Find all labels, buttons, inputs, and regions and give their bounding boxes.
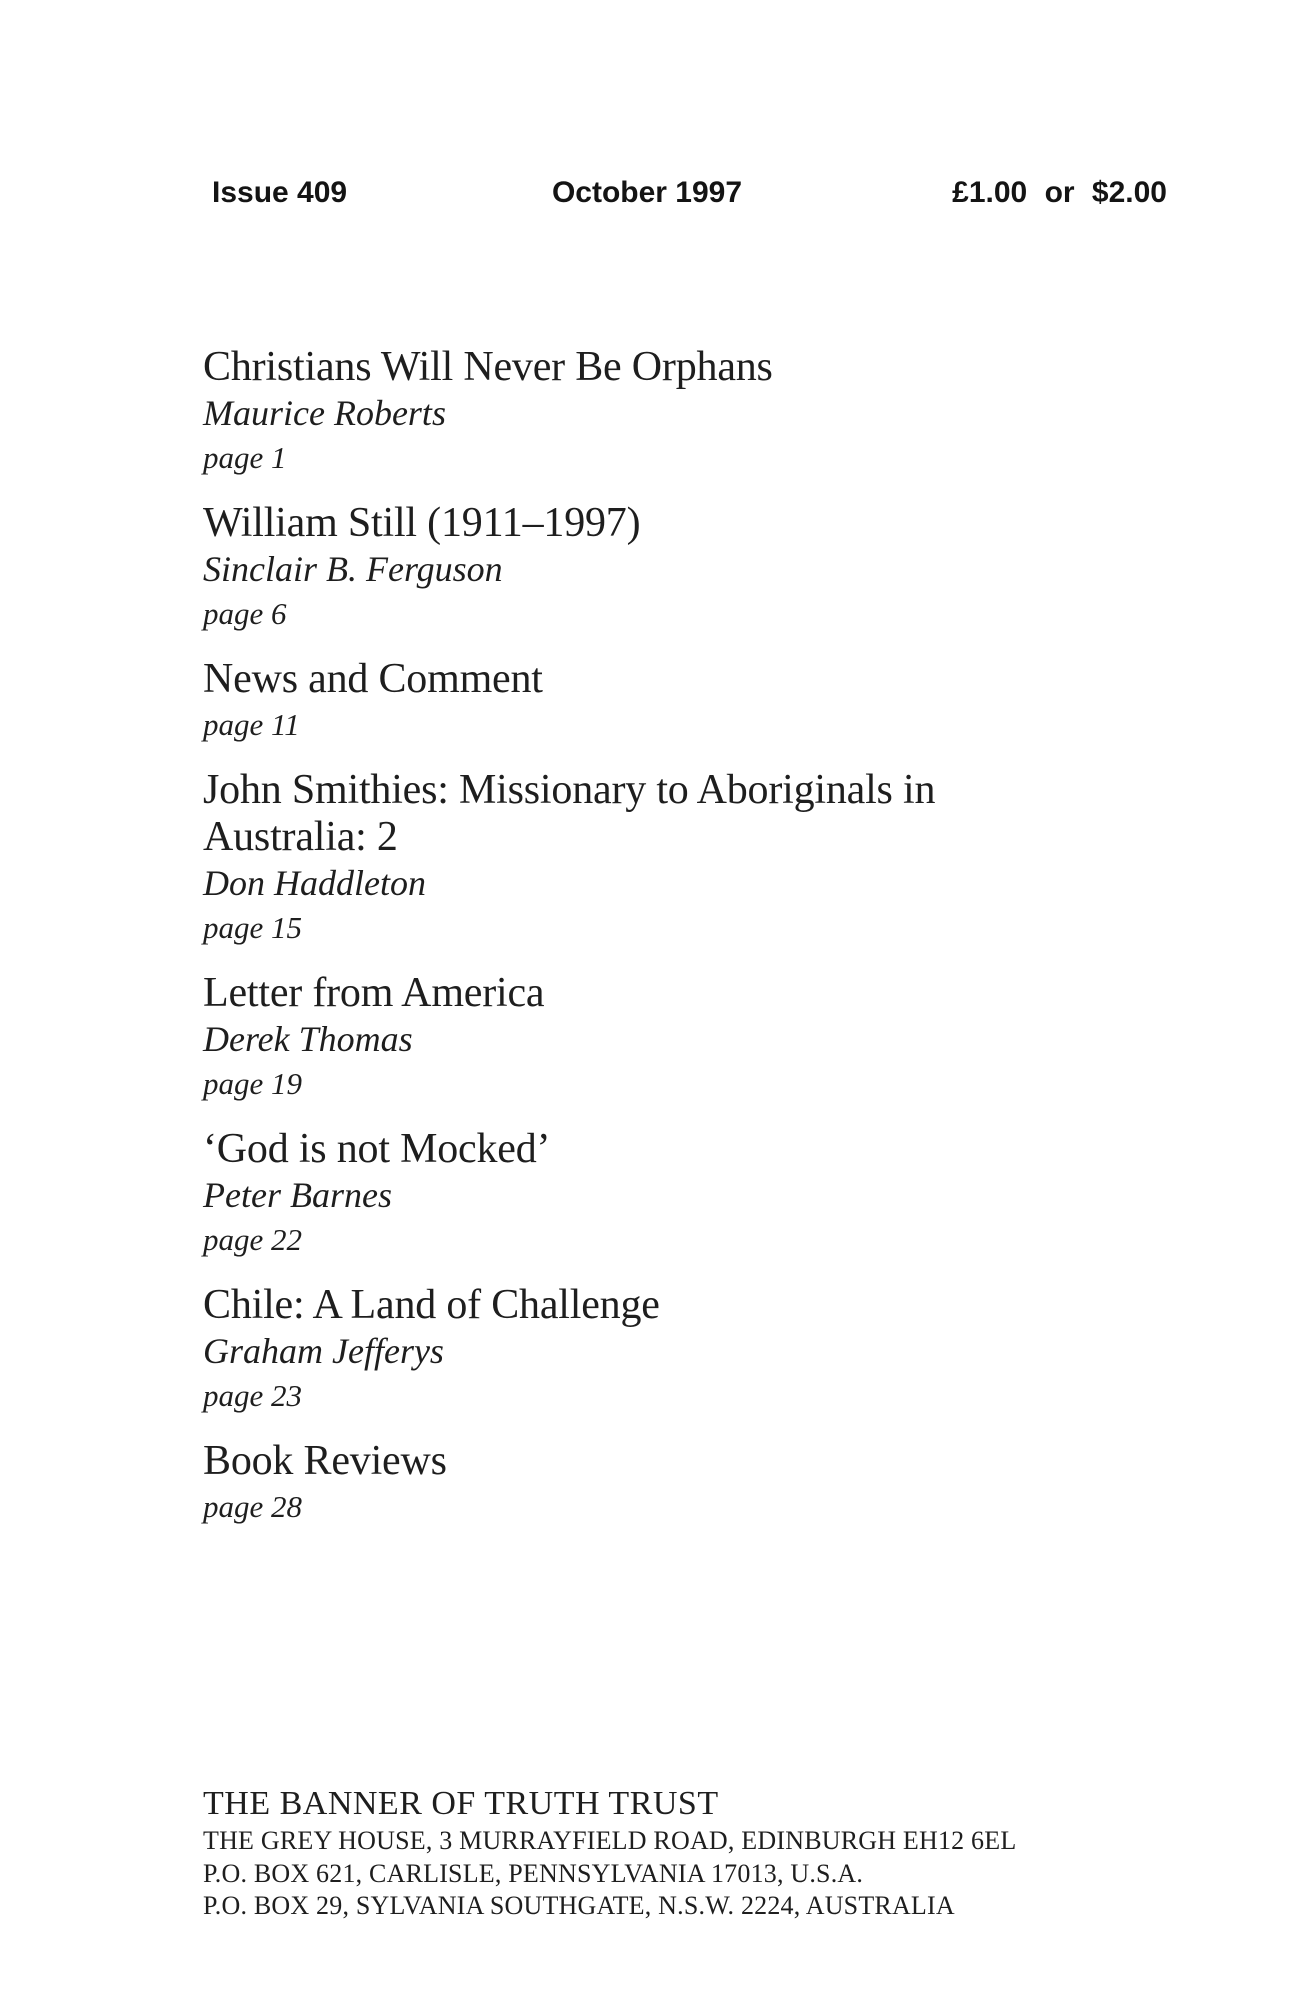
- article-title: Chile: A Land of Challenge: [203, 1282, 660, 1328]
- article-title: Book Reviews: [203, 1438, 447, 1484]
- article-author: Graham Jefferys: [203, 1331, 444, 1371]
- toc-entry: [203, 344, 1048, 480]
- article-page-number: page 28: [203, 1489, 303, 1524]
- publisher-addresses: [203, 1825, 1203, 1923]
- issue-date: October 1997: [551, 176, 743, 209]
- article-title: Letter from America: [203, 970, 545, 1016]
- toc-entry: [203, 1126, 1048, 1262]
- publisher-address-line: THE GREY HOUSE, 3 MURRAYFIELD ROAD, EDINBURGH EH12 6EL: [203, 1826, 1017, 1855]
- article-title: William Still (1911–1997): [203, 500, 641, 546]
- issue-number: Issue 409: [212, 176, 348, 209]
- toc-entry: [203, 500, 1048, 636]
- publisher-address-line: P.O. BOX 29, SYLVANIA SOUTHGATE, N.S.W. 2224, AUSTRALIA: [203, 1891, 955, 1920]
- article-page-number: page 11: [203, 707, 300, 742]
- article-page-number: page 22: [203, 1222, 303, 1257]
- toc-entry: [203, 767, 1048, 950]
- article-page-number: page 15: [203, 910, 303, 945]
- article-title: John Smithies: Missionary to Aboriginals in Australia: 2: [203, 767, 936, 860]
- article-author: Peter Barnes: [203, 1175, 392, 1215]
- article-title: ‘God is not Mocked’: [203, 1126, 551, 1172]
- masthead: [0, 177, 1294, 213]
- publisher-block: [203, 1783, 1203, 1923]
- toc-entry: [203, 656, 1048, 747]
- article-title: Christians Will Never Be Orphans: [203, 344, 773, 390]
- article-author: Derek Thomas: [203, 1019, 413, 1059]
- article-page-number: page 6: [203, 596, 287, 631]
- toc-entry: [203, 970, 1048, 1106]
- publisher-name: THE BANNER OF TRUTH TRUST: [203, 1785, 719, 1822]
- article-author: Sinclair B. Ferguson: [203, 549, 503, 589]
- article-page-number: page 23: [203, 1378, 303, 1413]
- table-of-contents: [203, 344, 1048, 1549]
- article-author: Don Haddleton: [203, 863, 426, 903]
- article-title: News and Comment: [203, 656, 543, 702]
- issue-price: £1.00 or $2.00: [952, 176, 1167, 209]
- article-author: Maurice Roberts: [203, 393, 446, 433]
- article-page-number: page 19: [203, 1066, 303, 1101]
- publisher-address-line: P.O. BOX 621, CARLISLE, PENNSYLVANIA 17013, U.S.A.: [203, 1858, 864, 1888]
- toc-entry: [203, 1438, 1048, 1529]
- toc-entry: [203, 1282, 1048, 1418]
- article-page-number: page 1: [203, 440, 287, 475]
